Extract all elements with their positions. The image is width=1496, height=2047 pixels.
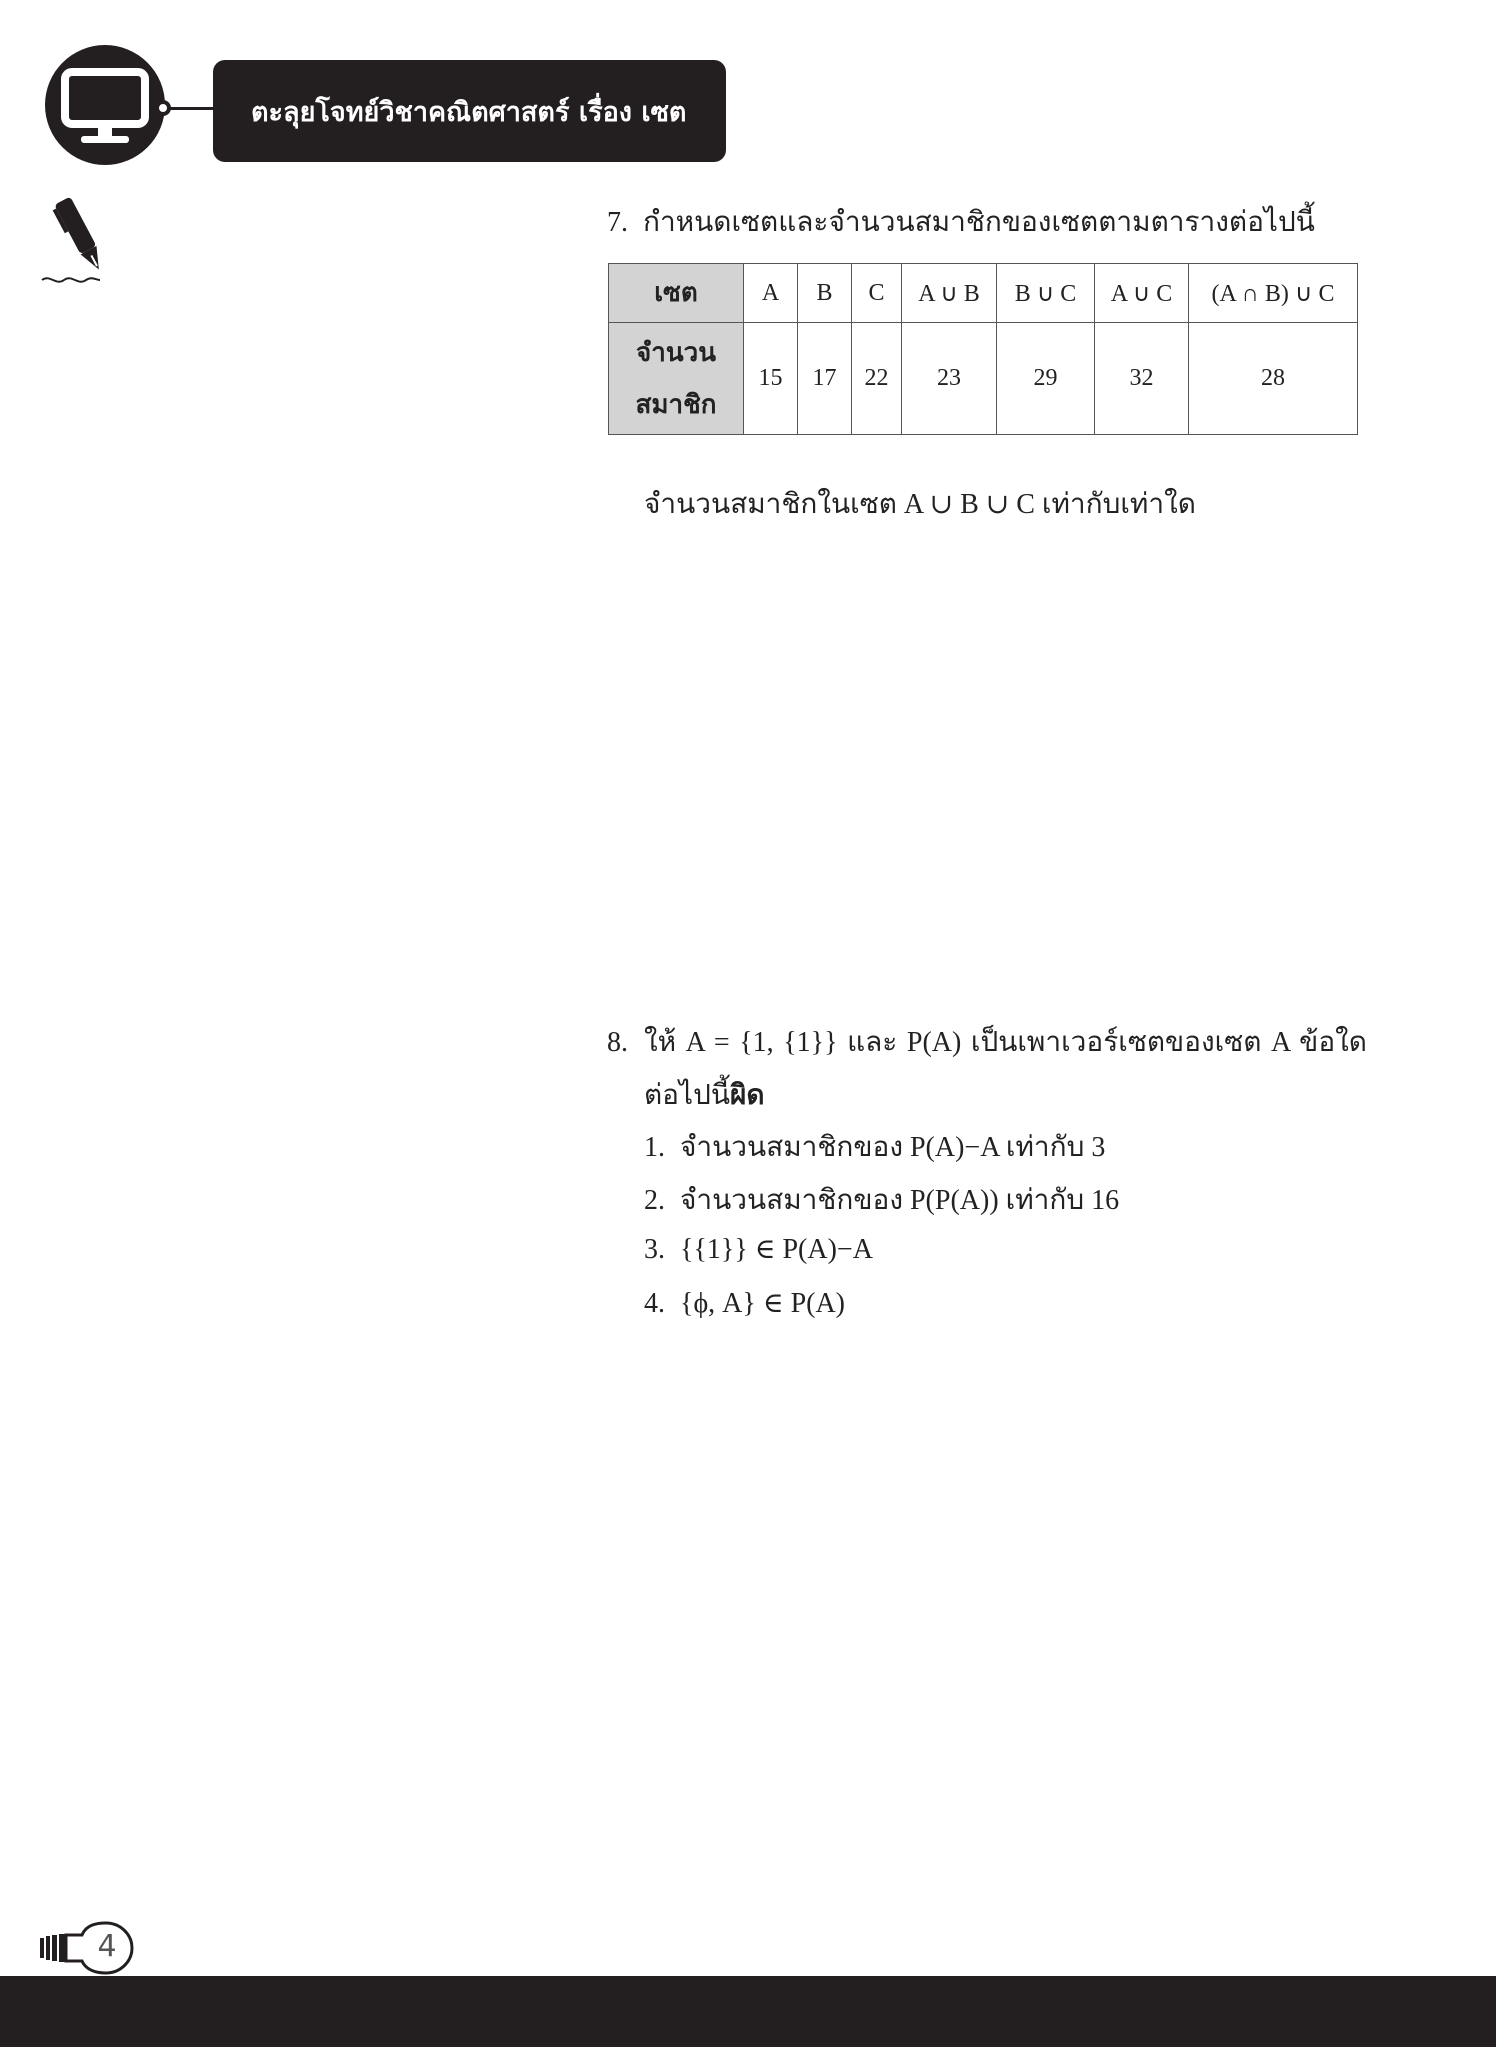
question-body <box>644 1017 1367 1122</box>
question-emphasis: ผิด <box>730 1078 765 1111</box>
table-header-cell: A <box>744 264 798 323</box>
table-cell: 17 <box>798 323 852 435</box>
question-7-ask: จำนวนสมาชิกในเซต A ∪ B ∪ C เท่ากับเท่าใด <box>644 489 1196 520</box>
table-header-cell: C <box>852 264 902 323</box>
table-row <box>609 323 1358 435</box>
table-cell: 22 <box>852 323 902 435</box>
table-cell: 15 <box>744 323 798 435</box>
page-number: 4 <box>97 1929 117 1964</box>
table-cell: 23 <box>902 323 997 435</box>
question-8 <box>607 1017 1367 1122</box>
pen-icon <box>40 192 125 287</box>
row-header-line: จำนวน <box>636 337 716 368</box>
table-row <box>609 264 1358 323</box>
option-1 <box>644 1125 1105 1169</box>
monitor-badge <box>45 45 165 165</box>
row-header-set: เซต <box>609 264 744 323</box>
question-number: 8. <box>607 1027 628 1058</box>
question-text: กำหนดเซตและจำนวนสมาชิกของเซตตามตารางต่อไปนี้ <box>643 207 1315 238</box>
row-header-count <box>609 323 744 435</box>
question-text: ให้ A = {1, {1}} และ P(A) เป็นเพาเวอร์เซตของเซต A ข้อใดต่อไปนี้ <box>644 1027 1367 1111</box>
table-header-cell: (A ∩ B) ∪ C <box>1189 264 1358 323</box>
table-header-cell: A ∪ C <box>1095 264 1189 323</box>
table-cell: 28 <box>1189 323 1358 435</box>
option-2 <box>644 1178 1119 1222</box>
table-cell: 29 <box>997 323 1095 435</box>
set-count-table <box>608 263 1358 435</box>
option-text: จำนวนสมาชิกของ P(A)−A เท่ากับ 3 <box>680 1132 1106 1163</box>
connector-dot <box>155 100 171 116</box>
row-header-line: สมาชิก <box>635 389 717 420</box>
connector-line <box>170 107 214 110</box>
table-header-cell: A ∪ B <box>902 264 997 323</box>
option-4 <box>644 1286 845 1320</box>
footer-band <box>0 1976 1496 2047</box>
page-title: ตะลุยโจทย์วิชาคณิตศาสตร์ เรื่อง เซต <box>251 96 687 128</box>
option-3 <box>644 1232 873 1266</box>
option-text: จำนวนสมาชิกของ P(P(A)) เท่ากับ 16 <box>680 1185 1120 1216</box>
option-number: 2. <box>644 1185 665 1216</box>
option-text: {ϕ, A} ∈ P(A) <box>680 1288 846 1319</box>
monitor-icon <box>45 45 165 165</box>
table-header-cell: B <box>798 264 852 323</box>
option-text: {{1}} ∈ P(A)−A <box>680 1234 873 1265</box>
option-number: 3. <box>644 1234 665 1265</box>
table-header-cell: B ∪ C <box>997 264 1095 323</box>
title-banner <box>213 60 726 162</box>
option-number: 1. <box>644 1132 665 1163</box>
option-number: 4. <box>644 1288 665 1319</box>
question-7 <box>607 200 1315 244</box>
table-cell: 32 <box>1095 323 1189 435</box>
question-number: 7. <box>607 207 628 238</box>
